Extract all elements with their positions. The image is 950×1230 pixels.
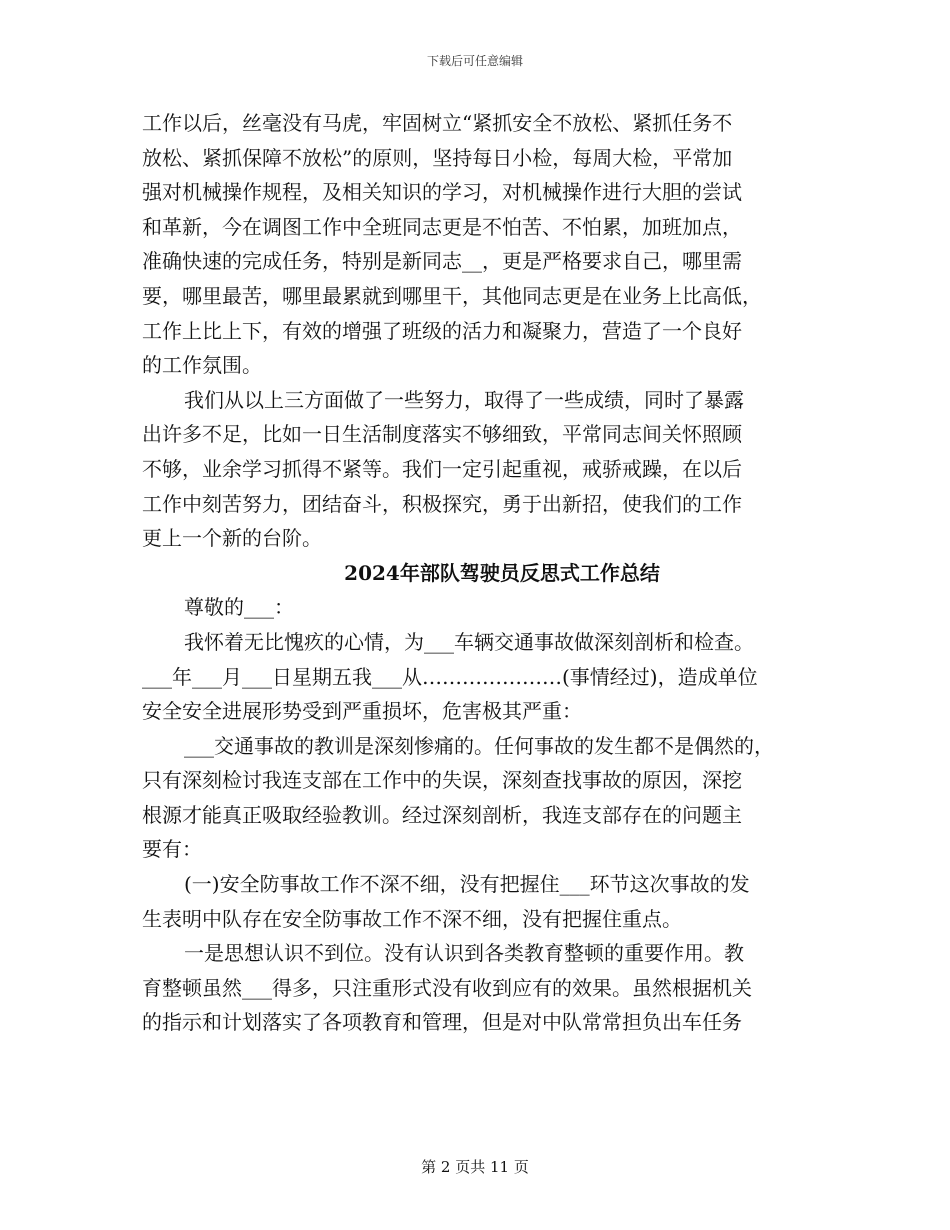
text-line: 要有：	[142, 837, 202, 862]
text-line: 和革新，今在调图工作中全班同志更是不怕苦、不怕累，加班加点，	[142, 214, 742, 239]
text-line: 强对机械操作规程，及相关知识的学习，对机械操作进行大胆的尝试	[142, 180, 742, 205]
document-body	[142, 106, 822, 1040]
text-line: 安全安全进展形势受到严重损坏，危害极其严重：	[142, 699, 582, 724]
text-line: 准确快速的完成任务，特别是新同志__，更是严格要求自己，哪里需	[142, 249, 742, 274]
page-footer: 第 2 页共 11 页	[421, 1158, 529, 1176]
text-line: 只有深刻检讨我连支部在工作中的失误，深刻查找事故的原因，深挖	[142, 768, 742, 793]
paragraph-first-line: ___交通事故的教训是深刻惨痛的。任何事故的发生都不是偶然的，	[184, 733, 774, 758]
paragraph-first-line: (一)安全防事故工作不深不细，没有把握住___环节这次事故的发	[184, 872, 750, 897]
text-line: 生表明中队存在安全防事故工作不深不细，没有把握住重点。	[142, 906, 682, 931]
text-line: 更上一个新的台阶。	[142, 526, 322, 551]
page-header: 下载后可任意编辑	[426, 54, 523, 68]
paragraph-first-line: 我怀着无比愧疚的心情，为___车辆交通事故做深刻剖析和检查。	[184, 629, 754, 654]
text-line: 工作以后，丝毫没有马虎，牢固树立“紧抓安全不放松、紧抓任务不	[142, 111, 733, 135]
paragraph-first-line: 一是思想认识不到位。没有认识到各类教育整顿的重要作用。教	[184, 941, 744, 966]
text-line: 育整顿虽然___得多，只注重形式没有收到应有的效果。虽然根据机关	[142, 975, 752, 1000]
text-line: 根源才能真正吸取经验教训。经过深刻剖析，我连支部存在的问题主	[142, 802, 742, 827]
text-line: 工作上比上下，有效的增强了班级的活力和凝聚力，营造了一个良好	[142, 318, 742, 343]
text-line: 不够，业余学习抓得不紧等。我们一定引起重视，戒骄戒躁，在以后	[142, 456, 742, 481]
text-line: 工作中刻苦努力，团结奋斗，积极探究，勇于出新招，使我们的工作	[142, 491, 742, 516]
text-line: 要，哪里最苦，哪里最累就到哪里干，其他同志更是在业务上比高低，	[142, 283, 762, 308]
text-line: ___年___月___日星期五我___从…………………(事情经过)，造成单位	[142, 664, 758, 689]
text-line: 的工作氛围。	[142, 353, 262, 378]
text-line: 出许多不足，比如一日生活制度落实不够细致，平常同志间关怀照顾	[142, 422, 742, 447]
text-line: 的指示和计划落实了各项教育和管理，但是对中队常常担负出车任务	[142, 1010, 742, 1035]
text-line: 放松、紧抓保障不放松”的原则，坚持每日小检，每周大检，平常加	[142, 145, 733, 170]
paragraph-first-line: 我们从以上三方面做了一些努力，取得了一些成绩，同时了暴露	[184, 387, 744, 412]
salutation: 尊敬的___：	[184, 595, 294, 620]
section-title: 2024年部队驾驶员反思式工作总结	[344, 560, 660, 585]
